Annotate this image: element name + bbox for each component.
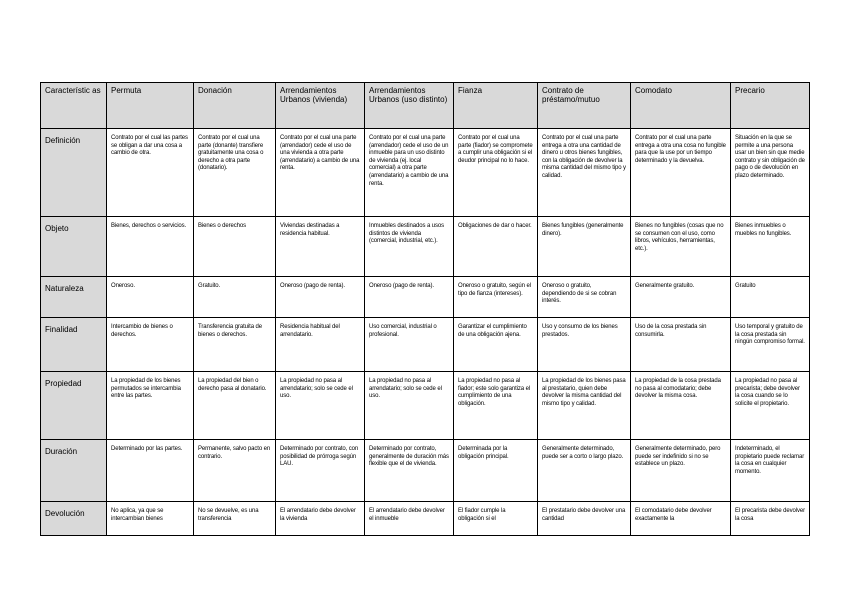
table-row [41,129,810,217]
header-cell: Precario [731,83,810,129]
table-cell: Obligaciones de dar o hacer. [454,217,538,277]
table-row [41,502,810,536]
header-cell: Contrato de préstamo/mutuo [538,83,631,129]
table-cell: Generalmente gratuito. [631,277,731,318]
table-cell: No aplica, ya que se intercambian bienes [107,502,194,536]
table-cell: Uso temporal y gratuito de la cosa prestada sin ningún compromiso formal. [731,318,810,372]
header-cell: Arrendamientos Urbanos (uso distinto) [365,83,454,129]
table-cell: Determinado por contrato, con posibilidad de prórroga según LAU. [276,440,365,502]
table-cell: Determinado por las partes. [107,440,194,502]
table-cell: Permanente, salvo pacto en contrario. [194,440,276,502]
table-cell: La propiedad no pasa al fiador; este solo garantiza el cumplimiento de una obligación. [454,372,538,440]
table-cell: Residencia habitual del arrendatario. [276,318,365,372]
table-cell: Contrato por el cual una parte (donante) transfiere gratuitamente una cosa o derecho a otra parte (donatario). [194,129,276,217]
table-cell: Uso de la cosa prestada sin consumirla. [631,318,731,372]
table-row [41,440,810,502]
table-cell: La propiedad no pasa al arrendatario; solo se cede el uso. [365,372,454,440]
table-cell: Uso comercial, industrial o profesional. [365,318,454,372]
table-cell: Contrato por el cual una parte entrega a otra una cantidad de dinero u otros bienes fungibles, con la obligación de devolver la misma cantidad del mismo tipo y calidad. [538,129,631,217]
table-cell: Inmuebles destinados a usos distintos de vivienda (comercial, industrial, etc.). [365,217,454,277]
table-cell: Generalmente determinado, puede ser a corto o largo plazo. [538,440,631,502]
row-label: Naturaleza [41,277,107,318]
table-cell: Gratuito. [194,277,276,318]
table-cell: No se devuelve, es una transferencia [194,502,276,536]
row-label: Definición [41,129,107,217]
row-label: Finalidad [41,318,107,372]
table-cell: Contrato por el cual una parte (arrendador) cede el uso de un inmueble para un uso distinto de vivienda (ej. local comercial) a otra parte (arrendatario) a cambio de una renta. [365,129,454,217]
table-cell: Bienes fungibles (generalmente dinero). [538,217,631,277]
table-cell: El prestatario debe devolver una cantidad [538,502,631,536]
table-cell: El arrendatario debe devolver el inmueble [365,502,454,536]
table-row [41,277,810,318]
row-label: Propiedad [41,372,107,440]
table-cell: Oneroso (pago de renta). [276,277,365,318]
table-cell: Situación en la que se permite a una persona usar un bien sin que medie contrato y sin obligación de pago o de devolución en plazo determinado. [731,129,810,217]
table-cell: El comodatario debe devolver exactamente la [631,502,731,536]
table-cell: Bienes no fungibles (cosas que no se consumen con el uso, como libros, vehículos, herramientas, etc.). [631,217,731,277]
table-cell: La propiedad de los bienes pasa al prestatario, quien debe devolver la misma cantidad del mismo tipo y calidad. [538,372,631,440]
header-cell: Arrendamientos Urbanos (vivienda) [276,83,365,129]
table-cell: Contrato por el cual una parte entrega a otra una cosa no fungible para que la use por un tiempo determinado y la devuelva. [631,129,731,217]
table-cell: El precarista debe devolver la cosa [731,502,810,536]
table-cell: Gratuito [731,277,810,318]
table-row [41,372,810,440]
table-cell: Intercambio de bienes o derechos. [107,318,194,372]
header-cell: Comodato [631,83,731,129]
table-cell: El arrendatario debe devolver la vivienda [276,502,365,536]
table-cell: La propiedad de los bienes permutados se intercambia entre las partes. [107,372,194,440]
table-cell: La propiedad no pasa al arrendatario; solo se cede el uso. [276,372,365,440]
table-cell: Contrato por el cual las partes se obligan a dar una cosa a cambio de otra. [107,129,194,217]
table-cell: Uso y consumo de los bienes prestados. [538,318,631,372]
header-cell: Permuta [107,83,194,129]
table-cell: Viviendas destinadas a residencia habitual. [276,217,365,277]
table-cell: El fiador cumple la obligación si el [454,502,538,536]
header-cell: Fianza [454,83,538,129]
row-label: Objeto [41,217,107,277]
row-label: Duración [41,440,107,502]
header-cell: Característic as [41,83,107,129]
table-cell: Oneroso o gratuito, dependiendo de si se cobran interés. [538,277,631,318]
table-cell: Generalmente determinado, pero puede ser indefinido si no se establece un plazo. [631,440,731,502]
table-cell: La propiedad de la cosa prestada no pasa al comodatario; debe devolver la misma cosa. [631,372,731,440]
table-row [41,217,810,277]
table-cell: Determinado por contrato, generalmente de duración más flexible que el de vivienda. [365,440,454,502]
table-cell: Oneroso o gratuito, según el tipo de fianza (intereses). [454,277,538,318]
table-cell: La propiedad del bien o derecho pasa al donatario. [194,372,276,440]
table-cell: La propiedad no pasa al precarista; debe devolver la cosa cuando se lo solicite el propietario. [731,372,810,440]
table-cell: Transferencia gratuita de bienes o derechos. [194,318,276,372]
table-cell: Oneroso. [107,277,194,318]
contracts-comparison-table [40,82,810,536]
header-row [41,83,810,129]
table-cell: Contrato por el cual una parte (arrendador) cede el uso de una vivienda a otra parte (arrendatario) a cambio de una renta. [276,129,365,217]
row-label: Devolución [41,502,107,536]
table-cell: Indeterminado, el propietario puede reclamar la cosa en cualquier momento. [731,440,810,502]
table-cell: Bienes inmuebles o muebles no fungibles. [731,217,810,277]
table-cell: Determinada por la obligación principal. [454,440,538,502]
table-row [41,318,810,372]
table-cell: Bienes o derechos [194,217,276,277]
table-cell: Garantizar el cumplimiento de una obligación ajena. [454,318,538,372]
header-cell: Donación [194,83,276,129]
table-cell: Oneroso (pago de renta). [365,277,454,318]
table-cell: Contrato por el cual una parte (fiador) se compromete a cumplir una obligación si el deudor principal no lo hace. [454,129,538,217]
table-cell: Bienes, derechos o servicios. [107,217,194,277]
